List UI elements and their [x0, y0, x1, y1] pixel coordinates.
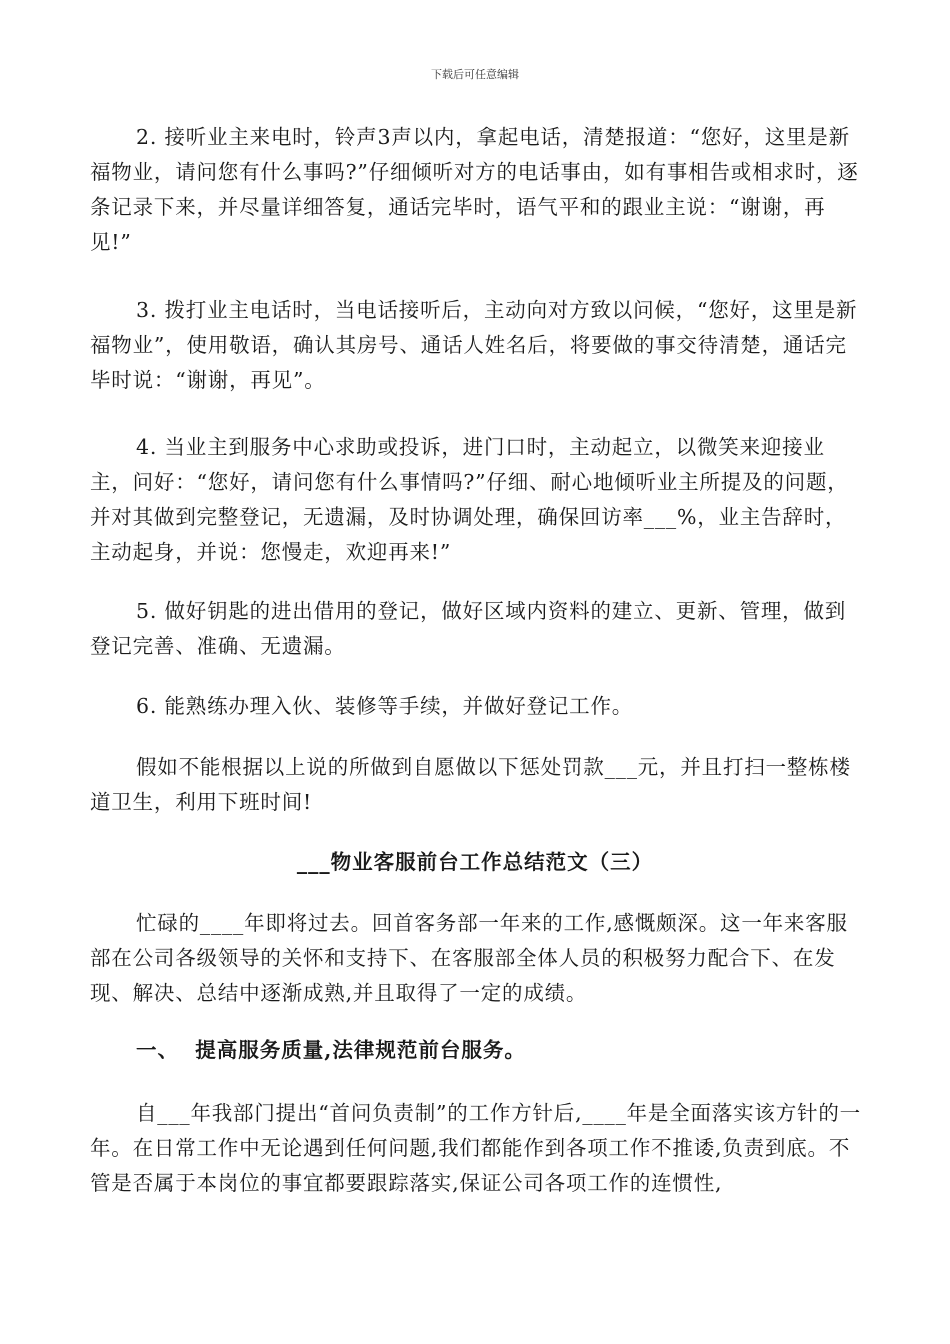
intro-paragraph: 忙碌的____年即将过去。回首客务部一年来的工作,感慨颇深。这一年来客服部在公司各级领导的关怀和支持下、在客服部全体人员的积极努力配合下、在发现、解决、总结中逐渐成熟,并且取得了一定的成绩。	[90, 911, 848, 1005]
paragraph-6: 6. 能熟练办理入伙、装修等手续，并做好登记工作。	[136, 694, 634, 718]
penalty-paragraph: 假如不能根据以上说的所做到自愿做以下惩处罚款___元，并且打扫一整栋楼道卫生，利用下班时间!	[90, 755, 851, 814]
page-header: 下载后可任意编辑	[431, 68, 519, 81]
section-title: ___物业客服前台工作总结范文（三）	[296, 850, 654, 874]
subheading: 一、 提高服务质量,法律规范前台服务。	[136, 1038, 526, 1062]
body-paragraph: 自___年我部门提出“首问负责制”的工作方针后,____年是全面落实该方针的一年。在日常工作中无论遇到任何问题,我们都能作到各项工作不推诿,负责到底。不管是否属于本岗位的事宜都要跟踪落实,保证公司各项工作的连惯性,	[90, 1101, 861, 1195]
paragraph-4: 4. 当业主到服务中心求助或投诉，进门口时，主动起立，以微笑来迎接业主，问好：“您好，请问您有什么事情吗?”仔细、耐心地倾听业主所提及的问题，并对其做到完整登记，无遗漏，及时协调处理，确保回访率___%，业主告辞时，主动起身，并说：您慢走，欢迎再来!”	[90, 435, 849, 564]
paragraph-5: 5. 做好钥匙的进出借用的登记，做好区域内资料的建立、更新、管理，做到登记完善、准确、无遗漏。	[90, 599, 847, 658]
paragraph-2: 2. 接听业主来电时，铃声3声以内，拿起电话，清楚报道：“您好，这里是新福物业，请问您有什么事吗?”仔细倾听对方的电话事由，如有事相告或相求时，逐条记录下来，并尽量详细答复，通话完毕时，语气平和的跟业主说：“谢谢，再见!”	[90, 125, 859, 254]
paragraph-3: 3. 拨打业主电话时，当电话接听后，主动向对方致以问候，“您好，这里是新福物业”，使用敬语，确认其房号、通话人姓名后，将要做的事交待清楚，通话完毕时说：“谢谢，再见”。	[90, 298, 858, 392]
